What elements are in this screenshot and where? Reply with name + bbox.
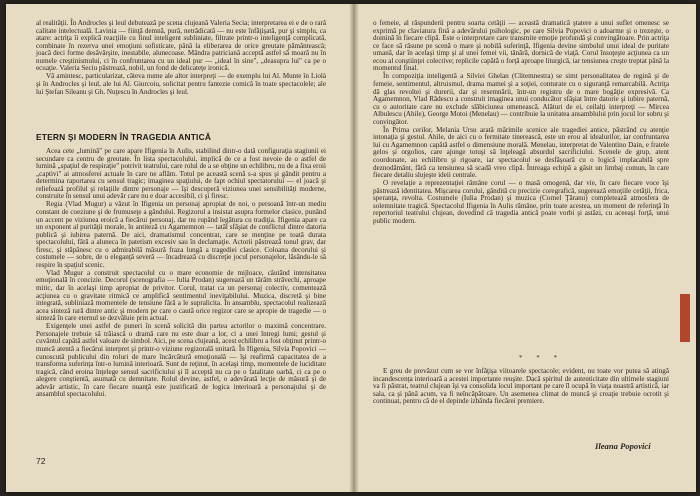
paragraph: Exigenţele unei astfel de puneri în scenă solicită din partea actorilor o maximă concentrare. Personajele trebuie să trăiască o dramă care nu este doar a lor, ci a unei întregi lumi; gestul şi cuvântul capătă astfel valoare de simbol. Aici, pe scena clujeană, acest echilibru a fost obţinut printr-o muncă atentă a fiecărui interpret şi printr-o viziune regizorală unitară. În Ifigenia, Silvia Popovici — cunoscută publicului din roluri de mare încărcătură emoţională — îşi reafirmă capacitatea de a transforma suferinţa într-o lumină interioară. Sunt de reţinut, în acelaşi timp, momentele de luciditate tragică, când eroina înţelege sensul sacrificiului şi îl acceptă nu ca pe o fatalitate oarbă, ci ca pe o alegere conştientă, asumată cu demnitate. Rolul devine, astfel, o adevărată lecţie de măsură şi de adevăr artistic, în care fiecare nuanţă este justificată de logica interioară a personajului şi de ansamblul spectacolului. [36,322,326,399]
left-intro-column [36,20,326,96]
bookmark-ribbon [680,294,690,342]
author-signature: Ileana Popovici [595,441,651,451]
right-page [359,4,696,492]
right-article-column [373,20,669,226]
book-gutter [349,4,359,492]
paragraph: Regia (Vlad Mugur) a văzut în Ifigenia un personaj apropiat de noi, o persoană într-un mediu constant de coeziune şi de frumuseţe a gândului. Regizorul a insistat asupra formelor clasice, punând un accent pe viziunea eroică a fiecărui personaj, dar nu rupând legătura cu tradiţia. Ifigenia apare ca un exponent al purităţii morale, în antiteză cu Agamemnon — tatăl sfâşiat de conflictul dintre datoria publică şi iubirea paternă. De aici, dramatismul concentrat, care se menţine pe toată durata spectacolului, fără a aluneca în patetism excesiv sau în declamaţie. Actorii păstrează tonul grav, dar firesc, şi stăpânesc cu o admirabilă măsură fraza lungă a tragediei clasice. Coloana decorului şi costumele — sobre, de o eleganţă severă — încadrează cu discreţie jocul personajelor, lăsându-le să respire în spaţiul scenic. [36,200,326,269]
paragraph: o femeie, al răspunderii pentru soarta cetăţii — această dramatică ştatere a unui suflet omenesc se exprimă pe claviatura fină a adevărului psihologic, pe care Silvia Popovici o adoarme şi o trezeşte, o domină în fiecare clipă. Este o interpretare care transmite emoţie profundă şi convingătoare. Prin actriţa ce face să răsune pe scenă o mare şi nobilă suferinţă, Ifigenia devine simbolul unui ideal de puritate umană, dar în acelaşi timp şi al unei femei vii, tânără, dornică de viaţă. Corul însoţeşte acţiunea ca un ecou al conştiinţei colective; replicile capătă o forţă aproape liturgică, iar tensiunea creşte treptat până la momentul final. [373,19,669,73]
left-article-column [36,148,326,399]
paragraph: O revelaţie a reprezentaţiei rămâne corul — o masă omogenă, dar vie, în care fiecare voce îşi păstrează identitatea. Mişcarea corului, gândită cu precizie coregrafică, sugerează emoţiile cetăţii, frica, speranţa, revolta. Costumele (Iulia Prodan) şi muzica (Cornel Ţăranu) completează atmosfera de solemnitate tragică. Spectacolul Ifigenia în Aulis rămâne, prin toate acestea, un moment de referinţă în repertoriul teatrului clujean, dovedind că tragedia antică poate vorbi şi astăzi, cu aceeaşi forţă, unui public modern. [373,179,669,225]
paragraph: E greu de prevăzut cum se vor înfăţişa viitoarele spectacole; evident, nu toate vor putea să atingă incandescenţa interioară a acestei importante reuşite. Dacă spiritul de autenticitate din ultimele stagiuni va fi păstrat, teatrul clujean îşi va consolida locul important pe care îl ocupă în viaţa noastră artistică, iar sala, ca şi până acum, va fi neîncăpătoare. Un asemenea climat de muncă şi creaţie trebuie ocrotit şi continuat, pentru că de el depinde izbânda fiecărei premiere. [373,367,669,406]
paragraph: În compoziţia inteligentă a Silviei Ghelan (Clitemnestra) se simt personalitatea de regină şi de femeie, sentimentul, altruismul, drama mamei şi a soţiei, conturate cu o siguranţă remarcabilă. Actriţa dă glas revoltei şi durerii, dar şi resemnării, într-un registru de o mare bogăţie expresivă. Ca Agamemnon, Vlad Rădescu a construit imaginea unui conducător sfâşiat între datorie şi iubire paternă, cu o autoritate care nu exclude slăbiciunea omenească. Alături de ei, ceilalţi interpreţi — Mircea Albulescu (Ahile), George Motoi (Menelau) — contribuie la unitatea ansamblului prin jocul lor sobru şi convingător. [373,72,669,126]
left-page [6,4,349,492]
paragraph: În Prima cerilor, Melania Ursu arată mărimile scenice ale tragediei antice, păstrând cu atenţie intonaţia şi gestul. Ahile, de aici cu o fermitate tinerească, este un erou al idealurilor, iar confruntarea lui cu Agamemnon capătă astfel o dimensiune morală. Menelau, interpretat de Valentino Dain, e fratele gelos şi orgolios, care ajunge totuşi să înţeleagă absurdul sacrificiului. Scenele de grup, atent coordonate, au echilibru şi rigoare, iar spectacolul se desfăşoară cu o logică implacabilă spre deznodământ, fără ca tensiunea să scadă vreo clipă. Întreaga echipă a găsit un limbaj comun, în care fiecare detaliu slujeşte ideii centrale. [373,125,669,180]
section-title: ETERN ŞI MODERN ÎN TRAGEDIA ANTICĂ [36,132,212,142]
closing-column [373,368,669,406]
book-spread [6,4,696,492]
section-separator: * * * [519,354,563,362]
paragraph: al realităţii. În Androcles şi leul debutează pe scena clujeană Valeria Secia; interpretarea ei e de o rară calitate intelectuală. Lavinia — fiinţă demnă, pură, netrădicată — nu este înfăţişată, pur şi simplu, ca atare: actriţa îi explică reacţiile cu finul inteligent subliniate, filtrate printr-o inteligenţă complicată, combinate în rezerva unei emoţiuni sofisticate, până la eliberarea de orice greutate pământească; joacă deci forme desăvârşite, inestabile, alunecoase. Mândra patriciană acceptă astfel să moară nu în numele creştinismului, ci în confruntarea cu un ideal pur — „ideal în sine", „deasupra lui" ca pe o ecuaţie. Valeria Seciu păstrează, nobil, un fond de delicateţe ironică. [36,19,326,73]
paragraph: Vă amintesc, particularizat, câteva nume ale altor interpreţi — de exemplu lui Al. Munte în Liolà şi în Androcles şi leul, ale lui Al. Giurcoiu, solicitat pentru fantezie comică în toate spectacolele; ale lui Ştefan Sileanu şi Gh. Nuţescu în Androcles şi leul. [36,72,326,96]
paragraph: Acea cete „lumină" pe care apare Ifigenia în Aulis, stabilind dintr-o dată configuraţia stagiunii ei secundare ca centru de greutate. În lista spectacolului, implică de ce a fost nevoie de o astfel de lumină „spaţiul de respiraţie" potrivit teatrului, care rolul de a se obţine un echilibru, nu de a fixa eroii „captivi" ai atmosferei actuale în care ne aflăm. Totul pe această scenă s-a spus şi gândit pentru a determina raportarea cu sensul tragic; imaginea spaţiului, de fapt ochiul spectatorului — el joacă şi reliefează profilul şi relaţiile dintre personaje — îşi descoperă viziunea unei sensibilităţi moderne, construite în sensul unui adevăr care nu e doar accesibil, ci şi firesc. [36,147,326,201]
page-number: 72 [36,456,46,466]
paragraph: Vlad Mugur a construit spectacolul cu o mare economie de mijloace, căutând intensitatea emoţională în concizie. Decorul (scenografia — Iulia Prodan) sugerează un târâm străvechi, aproape mitic, dar în acelaşi timp apropiat de privitor. Corul, tratat ca un personaj colectiv, comentează acţiunea cu o gravitate ritmică ce amplifică sentimentul inevitabilului. Muzica, discretă şi bine integrată, subliniază momentele de tensiune fără a le supralicita. În ansamblu, spectacolul realizează acea sinteză rară dintre antic şi modern pe care o caută orice regizor care se apropie de tragedie — o sinteză în care eternul se dezvăluie prin actual. [36,268,326,323]
